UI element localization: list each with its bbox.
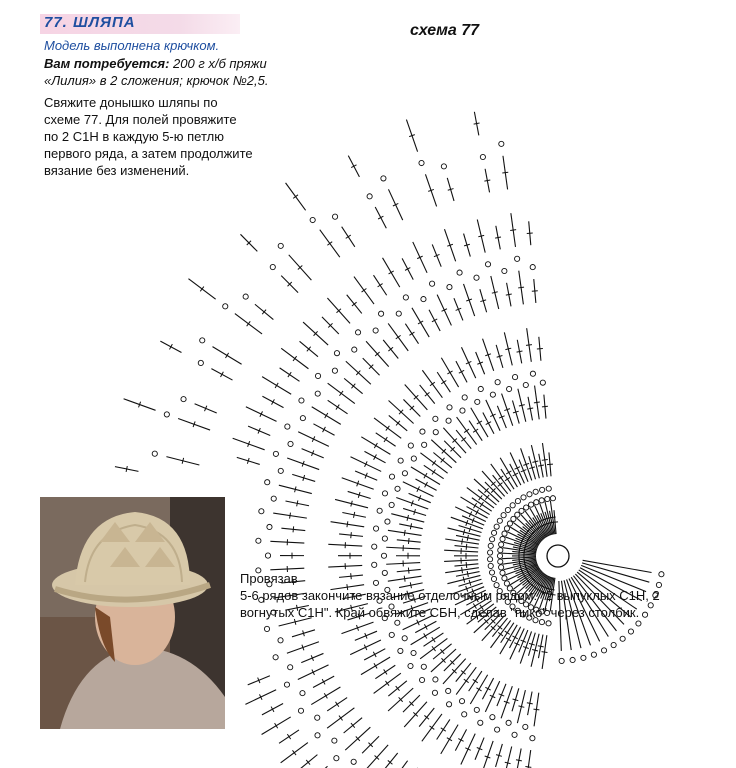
chain-loop [533,489,538,494]
chain-loop [315,715,320,720]
stitch-bar [384,437,387,442]
stitch-bar [430,382,435,386]
stitch-bar [351,532,352,538]
stitch-bar [327,242,332,246]
chain-loop [507,521,512,526]
chain-loop [411,650,416,655]
stitch-bar [374,663,377,668]
stitch-bar [441,381,446,384]
stitch-bar [293,356,297,361]
chain-loop [284,682,289,687]
chain-loop [512,374,517,379]
stitch-bar [288,372,291,377]
chain-loop [530,265,535,270]
chain-loop [198,360,203,365]
stitch-bar [527,703,533,704]
chain-loop [524,505,529,510]
chain-loop [515,498,520,503]
brim-chain-loop [628,629,633,634]
stitch-bar [537,349,543,350]
chain-loop [528,502,533,507]
stitch-bar [495,237,501,238]
chain-loop [515,256,520,261]
stitch-bar [532,291,538,292]
chain-loop [352,347,357,352]
stitch-bar [410,523,411,529]
chain-loop [382,536,387,541]
chain-loop [540,487,545,492]
chain-loop [490,715,495,720]
chain-loop [502,531,507,536]
chain-loop [351,759,356,764]
stitch-bar [480,502,483,507]
chain-loop [490,392,495,397]
brim-chain-loop [601,648,606,653]
brim-chain-loop [570,657,575,662]
chain-loop [540,380,545,385]
chain-loop [373,526,378,531]
chain-loop [505,507,510,512]
stitch-bar [424,473,427,478]
stitch-bar [464,679,469,683]
finishing-body: 5-6 рядов закончите вязание отделочным рядом: *2 выпуклых С1Н, 2 вогнутых С1Н". Край обвяжите СБН, сделав "пико" через столбик. [240,588,660,620]
stitch-bar [532,461,538,462]
chain-loop [527,492,532,497]
chain-loop [300,416,305,421]
stitch-bar [384,669,387,674]
chain-loop [506,386,511,391]
chain-loop [285,424,290,429]
chain-loop [462,395,467,400]
chain-loop [530,736,535,741]
chain-loop [200,338,205,343]
chain-loop [389,502,394,507]
chain-loop [298,708,303,713]
chain-loop [223,304,228,309]
chain-loop [367,194,372,199]
chain-loop [411,456,416,461]
chain-loop [152,451,157,456]
subtitle: Модель выполнена крючком. [44,38,220,53]
stitch-bar [532,650,538,651]
stitch-bar [484,180,490,181]
stitch-bar [533,709,539,710]
stitch-bar [478,235,484,236]
stitch-mark [517,749,522,768]
stitch-mark [504,746,512,768]
stitch-bar [409,332,414,335]
stitch-bar [525,767,531,768]
chain-loop [475,399,480,404]
chain-loop [488,563,493,568]
stitch-bar [505,631,510,634]
page-title: 77. ШЛЯПА [44,14,136,31]
stitch-bar [519,405,525,406]
stitch-bar [374,443,377,448]
chain-loop [515,512,520,517]
stitch-bar [346,235,351,238]
chain-loop [398,648,403,653]
chain-loop [534,500,539,505]
chain-loop [487,557,492,562]
chain-loop [278,468,283,473]
chain-loop [310,217,315,222]
chain-loop [421,664,426,669]
stitch-bar [473,679,478,682]
chain-loop [459,699,464,704]
chain-loop [420,429,425,434]
stitch-bar [404,530,405,536]
stitch-bar [506,294,512,295]
finishing-text [240,570,670,621]
chain-loop [446,688,451,693]
stitch-bar [464,429,469,433]
chain-loop [273,451,278,456]
chain-loop [474,707,479,712]
chain-loop [539,498,544,503]
hat-photo [40,497,225,729]
stitch-bar [473,429,478,432]
chain-loop [315,373,320,378]
chain-loop [550,496,555,501]
stitch-bar [290,513,291,519]
chain-loop [501,513,506,518]
chain-loop [389,474,394,479]
chain-loop [332,738,337,743]
stitch-bar [429,726,434,730]
stitch-bar [408,538,409,544]
materials-value: 200 г х/б пряжи «Лилия» в 2 сложения; крючок №2,5. [44,56,269,88]
stitch-bar [505,348,511,349]
chain-loop [512,732,517,737]
chain-loop [381,176,386,181]
chain-loop [288,441,293,446]
center-ring [547,545,569,567]
chain-loop [402,471,407,476]
instructions-text: Свяжите донышко шляпы по схеме 77. Для полей провяжите по 2 С1Н в каждую 5-ю петлю первого ряда, а затем продолжите вязание без изменений. [44,95,253,178]
stitch-mark [365,745,388,768]
brim-chain-loop [611,642,616,647]
chain-loop [489,537,494,542]
stitch-bar [200,287,204,292]
stitch-bar [362,289,367,293]
chain-loop [499,542,504,547]
stitch-bar [498,632,503,636]
chain-loop [511,516,516,521]
stitch-bar [126,466,127,472]
chain-loop [267,524,272,529]
stitch-bar [479,495,483,500]
stitch-mark [299,755,318,768]
chain-loop [264,626,269,631]
stitch-bar [542,406,548,407]
chain-loop [396,311,401,316]
chain-loop [446,702,451,707]
stitch-bar [547,464,553,465]
chain-loop [403,295,408,300]
chain-loop [499,141,504,146]
chain-loop [265,553,270,558]
chain-loop [447,284,452,289]
chain-loop [421,297,426,302]
chain-loop [433,416,438,421]
chain-loop [457,270,462,275]
stitch-bar [518,706,524,707]
stitch-bar [466,544,467,550]
stitch-bar [466,562,467,568]
chain-loop [164,412,169,417]
brim-chain-loop [581,655,586,660]
stitch-bar [432,646,436,651]
stitch-bar [396,335,401,339]
stitch-bar [385,681,389,686]
stitch-bar [542,652,548,653]
finishing-heading: Провязав [240,571,298,586]
stitch-bar [275,383,278,388]
chain-loop [546,486,551,491]
chain-loop [398,458,403,463]
stitch-bar [432,637,435,642]
chain-loop [478,720,483,725]
chain-loop [530,371,535,376]
chain-loop [419,160,424,165]
chain-loop [256,538,261,543]
stitch-bar [325,413,328,418]
stitch-bar [502,172,508,173]
chain-loop [408,663,413,668]
brim-chain-loop [636,621,641,626]
stitch-bar [538,646,544,647]
chain-loop [500,536,505,541]
chain-loop [278,638,283,643]
chain-loop [271,496,276,501]
chain-loop [495,727,500,732]
stitch-bar [335,702,338,707]
chain-loop [372,562,377,567]
chain-loop [497,553,502,558]
hat-photo-illustration [40,497,225,729]
chain-loop [265,480,270,485]
stitch-bar [432,461,436,466]
chain-loop [480,154,485,159]
brim-chain-loop [620,636,625,641]
chain-loop [243,294,248,299]
stitch-bar [527,408,533,409]
chain-loop [446,418,451,423]
chain-loop [460,408,465,413]
stitch-bar [492,292,498,293]
chain-loop [395,486,400,491]
stitch-bar [339,716,343,721]
chain-loop [441,164,446,169]
chain-loop [300,691,305,696]
stitch-bar [347,521,348,527]
chain-loop [378,311,383,316]
stitch-bar [293,526,294,532]
chain-loop [488,543,493,548]
stitch-bar [467,535,468,541]
chain-loop [377,508,382,513]
chain-loop [491,530,496,535]
chain-loop [381,553,386,558]
stitch-bar [297,500,298,506]
stitch-bar [526,345,532,346]
chain-loop [485,262,490,267]
chain-loop [433,677,438,682]
stitch-bar [505,762,511,763]
chain-loop [355,330,360,335]
stitch-bar [247,321,251,326]
stitch-bar [293,195,298,199]
chain-loop [332,214,337,219]
chain-loop [259,509,264,514]
chain-loop [523,382,528,387]
stitch-bar [386,426,390,431]
chain-loop [432,690,437,695]
stitch-bar [441,728,446,731]
chain-loop [288,665,293,670]
stitch-bar [324,693,327,698]
stitch-mark [482,741,493,768]
stitch-bar [287,734,290,739]
stitch-mark [526,750,531,768]
stitch-bar [339,391,343,396]
stitch-bar [498,476,503,480]
chain-loop [478,386,483,391]
chain-loop [429,281,434,286]
materials-label: Вам потребуется: [44,56,170,71]
chain-loop [495,380,500,385]
stitch-bar [474,123,480,124]
stitch-bar [517,351,523,352]
stitch-bar [538,465,544,466]
chain-loop [273,655,278,660]
chain-loop [498,559,503,564]
chain-loop [546,621,551,626]
chain-loop [334,756,339,761]
stitch-bar [336,405,339,410]
stitch-bar [378,284,383,287]
chain-loop [504,526,509,531]
chain-loop [519,508,524,513]
chain-loop [433,430,438,435]
stitch-bar [542,459,548,460]
scheme-label: схема 77 [410,22,480,39]
chain-loop [447,405,452,410]
stitch-bar [462,539,463,545]
chain-loop [521,495,526,500]
chain-loop [372,544,377,549]
stitch-bar [534,402,540,403]
stitch-mark [383,753,398,768]
chain-loop [462,712,467,717]
stitch-bar [516,760,522,761]
chain-loop [402,636,407,641]
chain-loop [545,496,550,501]
stitch-bar [518,287,524,288]
chain-loop [408,443,413,448]
chain-loop [502,268,507,273]
stitch-bar [354,512,355,518]
chain-loop [278,243,283,248]
stitch-bar [473,503,476,508]
chain-loop [506,720,511,725]
chain-loop [389,632,394,637]
chain-loop [299,398,304,403]
stitch-bar [527,233,533,234]
stitch-bar [505,477,510,480]
stitch-bar [225,353,228,358]
brim-chain-loop [591,652,596,657]
chain-loop [315,391,320,396]
chain-loop [373,328,378,333]
stitch-bar [510,230,516,231]
chain-loop [315,733,320,738]
chain-loop [270,264,275,269]
chain-loop [422,442,427,447]
chain-loop [332,368,337,373]
chain-loop [510,503,515,508]
stitch-bar [292,750,296,755]
chain-loop [494,524,499,529]
chain-loop [382,491,387,496]
chain-loop [334,351,339,356]
chain-loop [419,677,424,682]
chain-loop [487,550,492,555]
chain-loop [385,519,390,524]
chain-loop [523,724,528,729]
stitch-bar [275,723,278,728]
chain-loop [181,397,186,402]
chain-loop [498,548,503,553]
stitch-bar [424,633,427,638]
chain-loop [497,518,502,523]
brim-chain-loop [559,658,564,663]
chain-loop [474,275,479,280]
stitch-bar [432,470,435,475]
